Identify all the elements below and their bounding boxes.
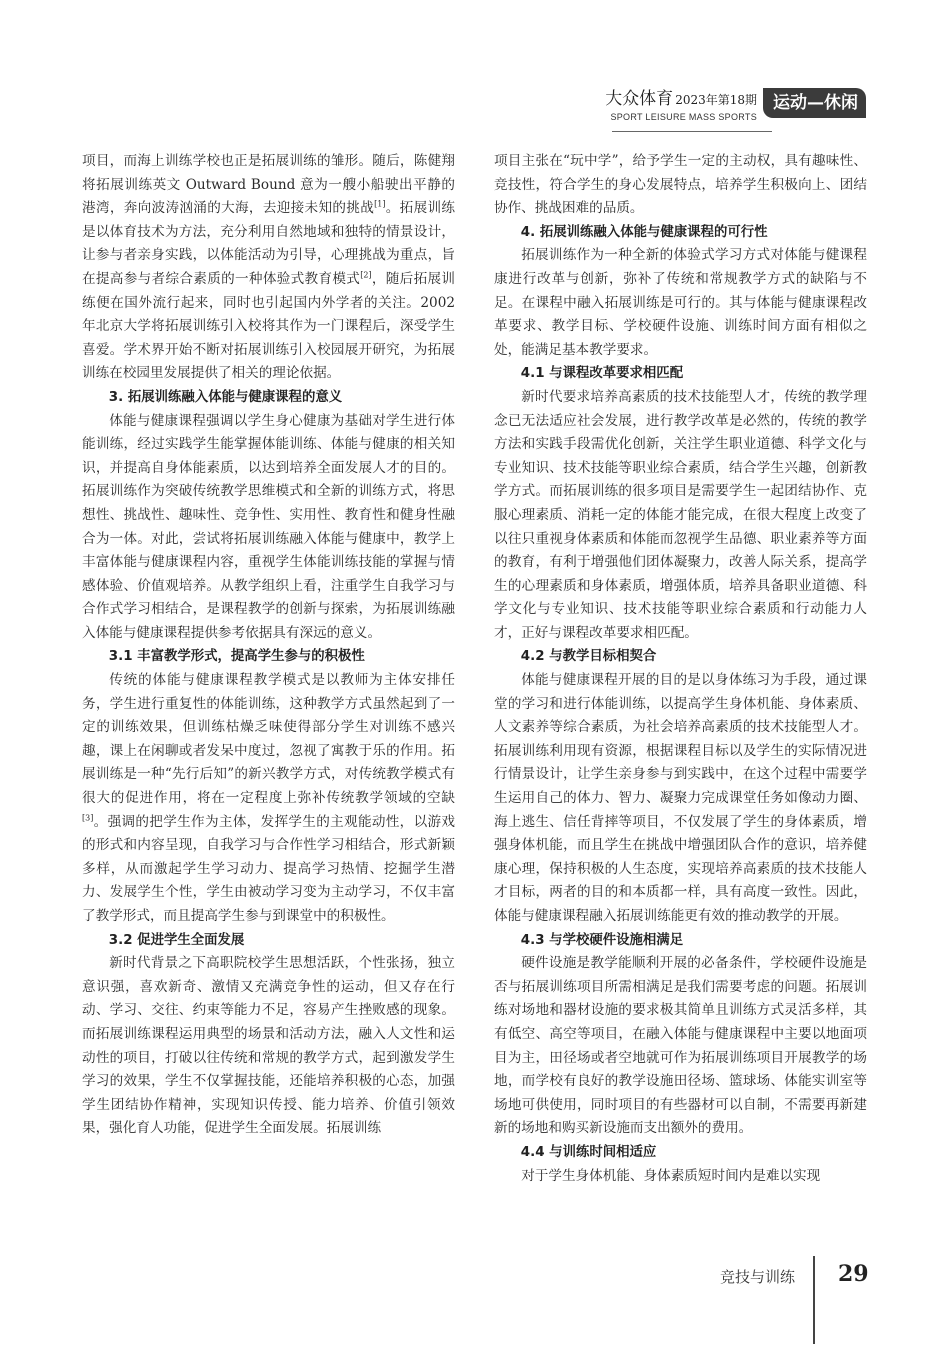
right-column bbox=[494, 150, 867, 1188]
text-span: 项目，而海上训练学校也正是拓展训练的雏形。随后，陈健翔将拓展训练英文 Outward Bound 意为一艘小船驶出平静的港湾，奔向波涛汹涌的大海，去迎接未知的挑战 bbox=[82, 153, 455, 217]
header-divider bbox=[612, 131, 772, 132]
issue-number: 2023年第18期 bbox=[675, 93, 757, 107]
section-badge: 运动—休闲 bbox=[763, 88, 866, 118]
magazine-title-line bbox=[605, 88, 757, 111]
paragraph-4: 拓展训练作为一种全新的体验式学习方式对体能与健课程康进行改革与创新，弥补了传统和常规教学方式的缺陷与不足。在课程中融入拓展训练是可行的。其与体能与健康课程改革要求、教学目标、学校硬件设施、训练时间方面有相似之处，能满足基本教学要求。 bbox=[494, 247, 867, 358]
citation-ref: [2] bbox=[360, 270, 372, 280]
paragraph-4-1: 新时代要求培养高素质的技术技能型人才，传统的教学理念已无法适应社会发展，进行教学改革是必然的，传统的教学方法和实践手段需优化创新，关注学生职业道德、科学文化与专业知识、技术技能等职业综合素质，结合学生兴趣，创新教学方式。而拓展训练的很多项目是需要学生一起团结协作、克服心理素质、消耗一定的体能才能完成，在很大程度上改变了以往只重视身体素质和体能而忽视学生品德、职业素养等方面的教育，有利于增强他们团体凝聚力，改善人际关系，提高学生的心理素质和身体素质，增强体质，培养具备职业道德、科学文化与专业知识、技术技能等职业综合素质和行动能力人才，正好与课程改革要求相匹配。 bbox=[494, 388, 867, 641]
paragraph-4-4: 对于学生身体机能、身体素质短时间内是难以实现 bbox=[521, 1167, 821, 1184]
footer-divider bbox=[813, 1256, 815, 1344]
text-span: 。拓展训练是以体育技术为方法，充分利用自然地域和独特的情景设计，让参与者亲身实践，以体能活动为引导，心理挑战为重点，旨在提高参与者综合素质的一种体验式教育模式 bbox=[82, 200, 456, 287]
section-heading-3-1: 3.1 丰富教学形式，提高学生参与的积极性 bbox=[108, 649, 365, 665]
magazine-subtitle: SPORT LEISURE MASS SPORTS bbox=[610, 112, 757, 122]
citation-ref: [3] bbox=[82, 813, 94, 823]
footer-section-label: 竞技与训练 bbox=[720, 1268, 796, 1286]
text-span: 。强调的把学生作为主体，发挥学生的主观能动性，以游戏的形式和内容呈现，自我学习与合作性学习相结合，形式新颖多样，从而激起学生学习动力、提高学习热情、挖掘学生潜力、发展学生个性，学生由被动学习变为主动学习，不仅丰富了教学形式，而且提高学生参与到课堂中的积极性。 bbox=[82, 813, 455, 924]
section-heading-4-1: 4.1 与课程改革要求相匹配 bbox=[520, 366, 684, 382]
paragraph-3: 体能与健康课程强调以学生身心健康为基础对学生进行体能训练，经过实践学生能掌握体能训练、体能与健康的相关知识，并提高自身体能素质，以达到培养全面发展人才的目的。拓展训练作为突破传统教学思维模式和全新的训练方式，将思想性、挑战性、趣味性、竞争性、实用性、教育性和健身性融合为一体。对此，尝试将拓展训练融入体能与健康中，教学上丰富体能与健康课程内容，重视学生体能训练技能的掌握与情感体验、价值观培养。从教学组织上看，注重学生自我学习与合作式学习相结合，是课程教学的创新与探索，为拓展训练融入体能与健康课程提供参考依据具有深远的意义。 bbox=[82, 412, 455, 641]
section-heading-4-4: 4.4 与训练时间相适应 bbox=[520, 1144, 657, 1160]
text-span: 传统的体能与健康课程教学模式是以教师为主体安排任务，学生进行重复性的体能训练，这种教学方式虽然起到了一定的训练效果，但训练枯燥乏味使得部分学生对训练不感兴趣，课上在闲聊或者发呆中度过，忽视了寓教于乐的作用。拓展训练是一种“先行后知”的新兴教学方式，对传统教学模式有很大的促进作用，将在一定程度上弥补传统教学领域的空缺 bbox=[82, 672, 455, 807]
paragraph-3-2: 新时代背景之下高职院校学生思想活跃，个性张扬，独立意识强，喜欢新奇、激情又充满竞争性的运动，但又存在行动、学习、交往、约束等能力不足，容易产生挫败感的现象。而拓展训练课程运用典型的场景和活动方法，融入人文性和运动性的项目，打破以往传统和常规的教学方式，起到激发学生学习的效果，学生不仅掌握技能，还能培养积极的心态，加强学生团结协作精神，实现知识传授、能力培养、价值引领效果，强化育人功能，促进学生全面发展。拓展训练 bbox=[82, 955, 455, 1137]
left-column bbox=[82, 150, 455, 1141]
paragraph-intro bbox=[82, 150, 455, 386]
section-heading-4: 4. 拓展训练融入体能与健康课程的可行性 bbox=[520, 224, 768, 240]
paragraph-4-3: 硬件设施是教学能顺利开展的必备条件，学校硬件设施是否与拓展训练项目所需相满足是我们需要考虑的问题。拓展训练对场地和器材设施的要求极其简单且训练方式灵活多样，其有低空、高空等项目，在融入体能与健康课程中主要以地面项目为主，田径场或者空地就可作为拓展训练项目开展教学的场地，而学校有良好的教学设施田径场、篮球场、体能实训室等场地可供使用，同时项目的有些器材可以自制，不需要再新建新的场地和购买新设施而支出额外的费用。 bbox=[494, 955, 867, 1137]
citation-ref: [1] bbox=[374, 199, 386, 209]
page-number: 29 bbox=[838, 1261, 869, 1287]
section-heading-3-2: 3.2 促进学生全面发展 bbox=[108, 932, 245, 948]
paragraph-3-1 bbox=[82, 669, 455, 929]
magazine-masthead bbox=[605, 88, 757, 122]
magazine-title: 大众体育 bbox=[605, 89, 674, 109]
section-heading-4-2: 4.2 与教学目标相契合 bbox=[520, 649, 657, 665]
section-heading-3: 3. 拓展训练融入体能与健康课程的意义 bbox=[108, 389, 343, 405]
paragraph-4-2: 体能与健康课程开展的目的是以身体练习为手段，通过课堂的学习和进行体能训练，以提高学生身体机能、身体素质、人文素养等综合素质，为社会培养高素质的技术技能型人才。拓展训练利用现有资源，根据课程目标以及学生的实际情况进行情景设计，让学生亲身参与到实践中，在这个过程中需要学生运用自己的体力、智力、凝聚力完成课堂任务如像动力圈、海上逃生、信任背摔等项目，不仅发展了学生的身体素质，增强身体机能，而且学生在挑战中增强团队合作的意识，培养健康心理，保持积极的人生态度，实现培养高素质的技术技能人才目标，两者的目的和本质都一样，具有高度一致性。因此，体能与健康课程融入拓展训练能更有效的推动教学的开展。 bbox=[494, 672, 867, 924]
text-span: ，随后拓展训练便在国外流行起来，同时也引起国内外学者的关注。2002 年北京大学将拓展训练引入校将其作为一门课程后，深受学生喜爱。学术界开始不断对拓展训练引入校园展开研究，为拓展训练在校园里发展提供了相关的理论依据。 bbox=[82, 270, 456, 382]
paragraph-continued: 项目主张在“玩中学”，给予学生一定的主动权，具有趣味性、竞技性，符合学生的身心发展特点，培养学生积极向上、团结协作、挑战困难的品质。 bbox=[494, 153, 867, 217]
section-heading-4-3: 4.3 与学校硬件设施相满足 bbox=[520, 932, 684, 948]
